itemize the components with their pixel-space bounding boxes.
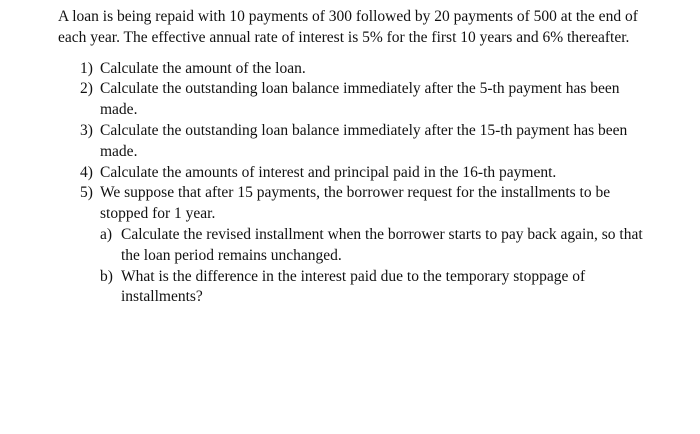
- question-text: Calculate the outstanding loan balance immediately after the 5-th payment has been made.: [100, 80, 620, 119]
- question-body: [100, 183, 658, 308]
- question-list: [58, 59, 658, 309]
- question-number: 2): [80, 80, 93, 98]
- subquestion-item-b: [100, 267, 658, 309]
- question-text: Calculate the amounts of interest and principal paid in the 16-th payment.: [100, 163, 557, 181]
- question-number: 1): [80, 59, 93, 77]
- question-item-1: [80, 59, 658, 80]
- question-item-3: [80, 121, 658, 163]
- question-item-4: [80, 163, 658, 184]
- question-text: Calculate the amount of the loan.: [100, 59, 306, 77]
- question-text: We suppose that after 15 payments, the borrower request for the installments to be stopped for 1 year.: [100, 184, 611, 223]
- question-number: 5): [80, 184, 93, 202]
- problem-document: [58, 7, 658, 308]
- subquestion-item-a: [100, 225, 658, 267]
- subquestion-text: What is the difference in the interest paid due to the temporary stoppage of installments?: [121, 267, 586, 306]
- subquestion-text: Calculate the revised installment when the borrower starts to pay back again, so that the loan period remains unchanged.: [121, 225, 643, 264]
- question-number: 3): [80, 121, 93, 139]
- question-item-5: [80, 183, 658, 308]
- question-item-2: [80, 79, 658, 121]
- subquestion-list: [100, 225, 658, 308]
- question-text: Calculate the outstanding loan balance immediately after the 15-th payment has been made.: [100, 121, 628, 160]
- subquestion-letter: a): [100, 225, 113, 243]
- subquestion-letter: b): [100, 267, 113, 285]
- question-number: 4): [80, 163, 93, 181]
- problem-intro: A loan is being repaid with 10 payments of 300 followed by 20 payments of 500 at the end of each year. The effective annual rate of interest is 5% for the first 10 years and 6% thereafter.: [58, 8, 638, 46]
